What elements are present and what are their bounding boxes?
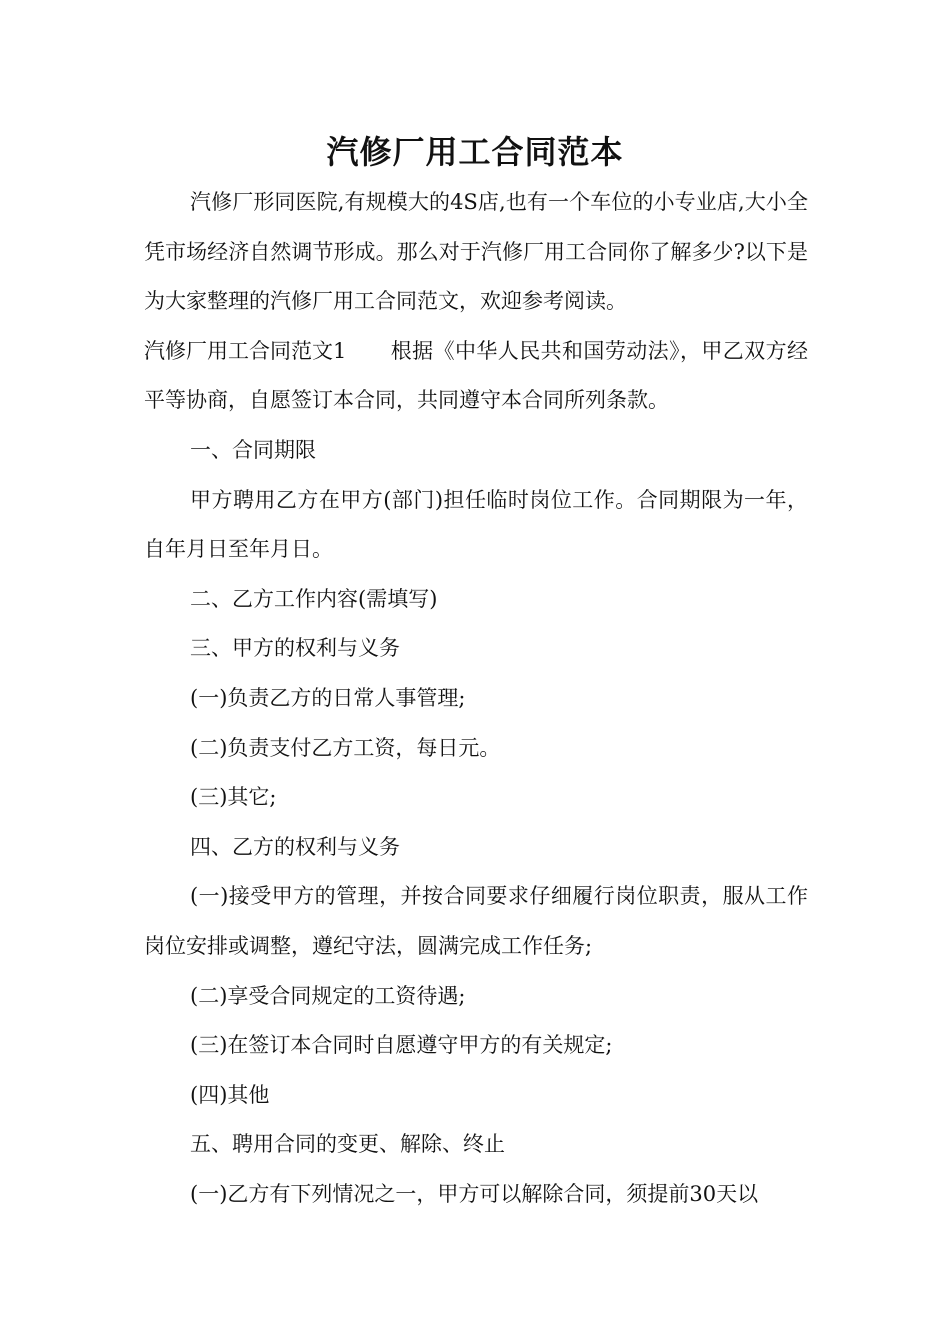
clause-heading: 一、合同期限 xyxy=(190,437,316,462)
clause-item: (一)乙方有下列情况之一，甲方可以解除合同，须提前30天以 xyxy=(190,1181,759,1206)
document-title: 汽修厂用工合同范本 xyxy=(326,133,624,171)
sample-paragraph xyxy=(144,327,808,426)
clause-heading: 三、甲方的权利与义务 xyxy=(190,636,400,661)
intro-paragraph: 汽修厂形同医院,有规模大的4S店,也有一个车位的小专业店,大小全凭市场经济自然调节形成。那么对于汽修厂用工合同你了解多少?以下是为大家整理的汽修厂用工合同范文，欢迎参考阅读。 xyxy=(144,190,808,314)
clause-item: (二)享受合同规定的工资待遇; xyxy=(190,983,466,1008)
clause-paragraph: 甲方聘用乙方在甲方(部门)担任临时岗位工作。合同期限为一年，自年月日至年月日。 xyxy=(144,487,808,562)
clause-item: (四)其他 xyxy=(190,1082,270,1107)
clause-heading: 四、乙方的权利与义务 xyxy=(190,834,400,859)
clause-item: (一)接受甲方的管理，并按合同要求仔细履行岗位职责，服从工作岗位安排或调整，遵纪守法，圆满完成工作任务; xyxy=(144,884,808,958)
clause-heading: 二、乙方工作内容(需填写) xyxy=(190,586,438,611)
sample-heading: 汽修厂用工合同范文1 xyxy=(144,338,347,363)
clause-heading: 五、聘用合同的变更、解除、终止 xyxy=(190,1132,505,1157)
clause-item: (三)在签订本合同时自愿遵守甲方的有关规定; xyxy=(190,1033,613,1058)
sample-opening: 根据《中华人民共和国劳动法》，甲乙双方经平等协商，自愿签订本合同，共同遵守本合同所列条款。 xyxy=(144,338,808,413)
clause-item: (一)负责乙方的日常人事管理; xyxy=(190,685,466,710)
document-body xyxy=(144,178,808,1219)
clause-item: (三)其它; xyxy=(190,785,277,810)
clause-item: (二)负责支付乙方工资，每日元。 xyxy=(190,735,501,760)
